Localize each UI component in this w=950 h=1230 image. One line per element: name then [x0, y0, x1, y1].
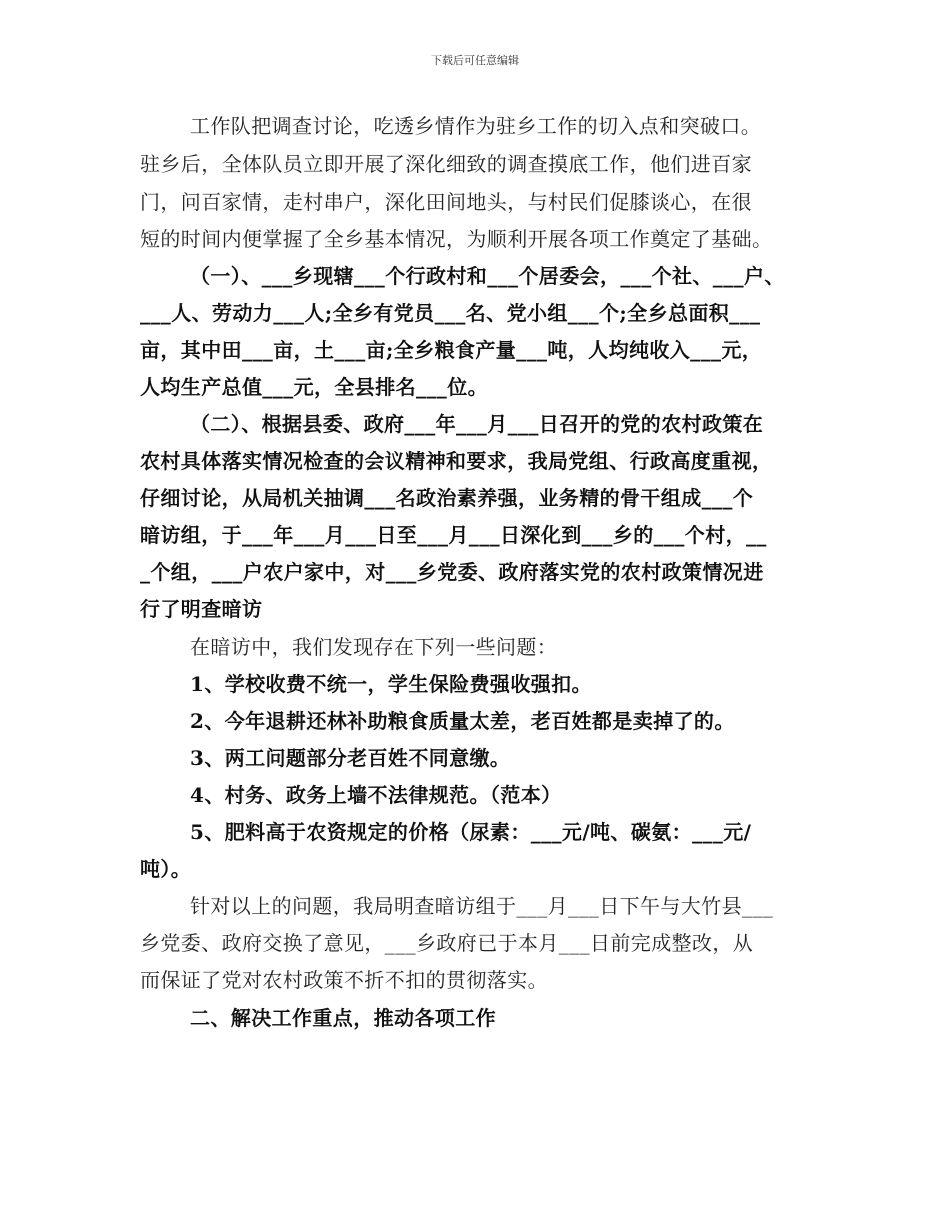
- para1-line-1: 工作队把调查讨论，吃透乡情作为驻乡工作的切入点和突破口。: [190, 114, 762, 138]
- section-heading: 二、解决工作重点，推动各项工作: [190, 1006, 496, 1030]
- para4-line-1: 针对以上的问题，我局明查暗访组于___月___日下午与大竹县___: [190, 894, 774, 918]
- para3-line-3: 仔细讨论，从局机关抽调___名政治素养强，业务精的骨干组成___个: [140, 486, 754, 510]
- para3-line-6: 行了明查暗访: [140, 597, 263, 621]
- para4-line-2: 乡党委、政府交换了意见，___乡政府已于本月___日前完成整改，从: [140, 931, 754, 955]
- para1-line-2: 驻乡后，全体队员立即开展了深化细致的调查摸底工作，他们进百家: [140, 152, 752, 176]
- para2-line-3: 亩，其中田___亩，土___亩;全乡粮食产量___吨，人均纯收入___元，: [140, 338, 763, 362]
- issue-item-2: 2、今年退耕还林补助粮食质量太差，老百姓都是卖掉了的。: [190, 709, 735, 733]
- para3-line-5: _个组，___户农户家中，对___乡党委、政府落实党的农村政策情况进: [140, 560, 764, 584]
- issue-item-3: 3、两工问题部分老百姓不同意缴。: [190, 746, 511, 770]
- para3-line-4: 暗访组，于___年___月___日至___月___日深化到___乡的___个村，__: [140, 523, 767, 547]
- para2-line-2: ___人、劳动力___人;全乡有党员___名、党小组___个;全乡总面积___: [140, 301, 761, 325]
- issue-item-1: 1、学校收费不统一，学生保险费强收强扣。: [190, 672, 592, 696]
- para2-line-1: （一）、___乡现辖___个行政村和___个居委会，___个社、___户、: [190, 264, 785, 288]
- issue-item-4: 4、村务、政务上墙不法律规范。（范本）: [190, 783, 562, 807]
- para3-line-1: （二）、根据县委、政府___年___月___日召开的党的农村政策在: [190, 412, 764, 436]
- issue-item-5-cont: 吨）。: [140, 857, 192, 881]
- issues-intro: 在暗访中，我们发现存在下列一些问题：: [190, 635, 558, 659]
- para1-line-3: 门，问百家情，走村串户，深化田间地头，与村民们促膝谈心，在很: [140, 190, 752, 214]
- para1-line-4: 短的时间内便掌握了全乡基本情况，为顺利开展各项工作奠定了基础。: [140, 227, 773, 251]
- para2-line-4: 人均生产总值___元，全县排名___位。: [140, 375, 488, 399]
- para3-line-2: 农村具体落实情况检查的会议精神和要求，我局党组、行政高度重视，: [140, 449, 773, 473]
- issue-item-5: 5、肥料高于农资规定的价格（尿素：___元/吨、碳氨：___元/: [190, 820, 752, 844]
- page-header: 下载后可任意编辑: [431, 54, 519, 67]
- para4-line-3: 而保证了党对农村政策不折不扣的贯彻落实。: [140, 968, 548, 992]
